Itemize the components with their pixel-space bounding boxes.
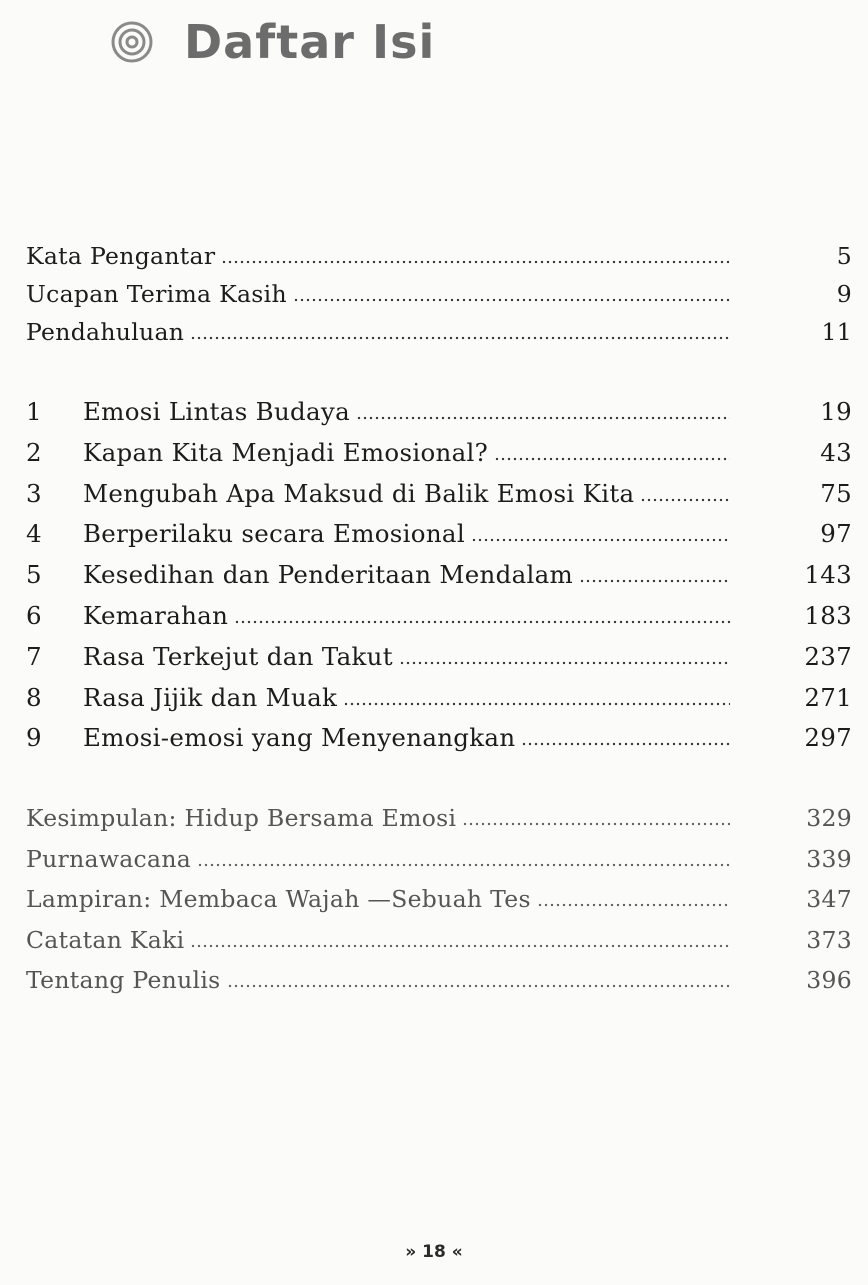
dot-leader [234, 619, 730, 625]
dot-leader [343, 701, 730, 707]
page-title: Daftar Isi [184, 15, 436, 69]
toc-entry[interactable] [26, 798, 852, 839]
toc-entry-page: 329 [806, 804, 852, 832]
toc-chapter-entry[interactable] [26, 514, 852, 555]
dot-leader [521, 741, 730, 747]
toc-front-matter [26, 237, 852, 351]
toc-entry-title: Purnawacana [26, 844, 192, 873]
toc-entry[interactable] [26, 960, 852, 1001]
toc-entry[interactable] [26, 237, 852, 275]
toc-chapter-entry[interactable] [26, 678, 852, 719]
chapter-title: Emosi-emosi yang Menyenangkan [83, 723, 516, 753]
dot-leader [356, 415, 730, 421]
toc-entry-title: Kata Pengantar [26, 242, 216, 270]
toc-entry-page: 5 [836, 242, 852, 270]
toc-chapter-entry[interactable] [26, 555, 852, 596]
chapter-page: 237 [804, 641, 852, 671]
dot-leader [579, 578, 730, 584]
dot-leader [462, 821, 730, 827]
dot-leader [227, 983, 730, 989]
dot-leader [537, 902, 730, 908]
chapter-number: 3 [26, 478, 42, 508]
toc-entry-title: Kesimpulan: Hidup Bersama Emosi [26, 804, 457, 832]
dot-leader [640, 497, 730, 503]
chapter-page: 97 [820, 519, 852, 549]
toc-entry-page: 339 [806, 844, 852, 873]
dot-leader [494, 456, 730, 462]
chapter-title: Kemarahan [83, 600, 229, 630]
toc-entry-page: 396 [806, 966, 852, 994]
chapter-title: Kesedihan dan Penderitaan Mendalam [83, 560, 574, 590]
toc-chapter-entry[interactable] [26, 433, 852, 474]
toc-chapter-entry[interactable] [26, 718, 852, 759]
chapter-page: 75 [820, 478, 852, 508]
dot-leader [190, 943, 730, 949]
dot-leader [293, 297, 730, 303]
chapter-title: Rasa Terkejut dan Takut [83, 641, 393, 671]
toc-entry[interactable] [26, 879, 852, 920]
chapter-page: 183 [804, 600, 852, 630]
toc-entry[interactable] [26, 275, 852, 313]
chapter-title: Rasa Jijik dan Muak [83, 682, 338, 712]
toc-entry-title: Tentang Penulis [26, 966, 221, 994]
page-number: » 18 « [405, 1242, 463, 1262]
page-header [110, 14, 435, 70]
chapter-page: 19 [820, 397, 852, 426]
toc-entry-page: 11 [821, 318, 852, 346]
toc-chapter-entry[interactable] [26, 596, 852, 637]
toc-entry-title: Pendahuluan [26, 318, 185, 346]
chapter-number: 2 [26, 437, 42, 467]
target-icon [110, 20, 154, 64]
toc-entry-title: Ucapan Terima Kasih [26, 280, 287, 308]
chapter-number: 5 [26, 560, 42, 590]
chapter-number: 8 [26, 682, 42, 712]
toc-entry[interactable] [26, 839, 852, 880]
chapter-number: 1 [26, 397, 42, 426]
dot-leader [190, 335, 730, 341]
chapter-number: 4 [26, 519, 42, 549]
toc-entry-page: 9 [836, 280, 852, 308]
chapter-page: 271 [804, 682, 852, 712]
toc-entry-title: Catatan Kaki [26, 925, 185, 954]
toc-entry-title: Lampiran: Membaca Wajah —Sebuah Tes [26, 885, 531, 913]
chapter-number: 9 [26, 723, 42, 753]
dot-leader [399, 660, 730, 666]
chapter-page: 297 [804, 723, 852, 753]
toc-chapter-entry[interactable] [26, 637, 852, 678]
dot-leader [221, 259, 730, 265]
chapter-title: Mengubah Apa Maksud di Balik Emosi Kita [83, 478, 635, 508]
chapter-title: Berperilaku secara Emosional [83, 519, 465, 549]
toc-chapters [26, 392, 852, 759]
chapter-title: Emosi Lintas Budaya [83, 397, 350, 426]
toc-entry-page: 347 [806, 885, 852, 913]
chapter-title: Kapan Kita Menjadi Emosional? [83, 437, 489, 467]
toc-chapter-entry[interactable] [26, 474, 852, 515]
chapter-page: 143 [804, 560, 852, 590]
chapter-number: 7 [26, 641, 42, 671]
toc-entry[interactable] [26, 313, 852, 351]
chapter-number: 6 [26, 600, 42, 630]
toc-back-matter [26, 798, 852, 1001]
chapter-page: 43 [820, 437, 852, 467]
toc-entry[interactable] [26, 920, 852, 961]
dot-leader [197, 862, 730, 868]
dot-leader [471, 537, 730, 543]
toc-chapter-entry[interactable] [26, 392, 852, 433]
toc-entry-page: 373 [806, 925, 852, 954]
